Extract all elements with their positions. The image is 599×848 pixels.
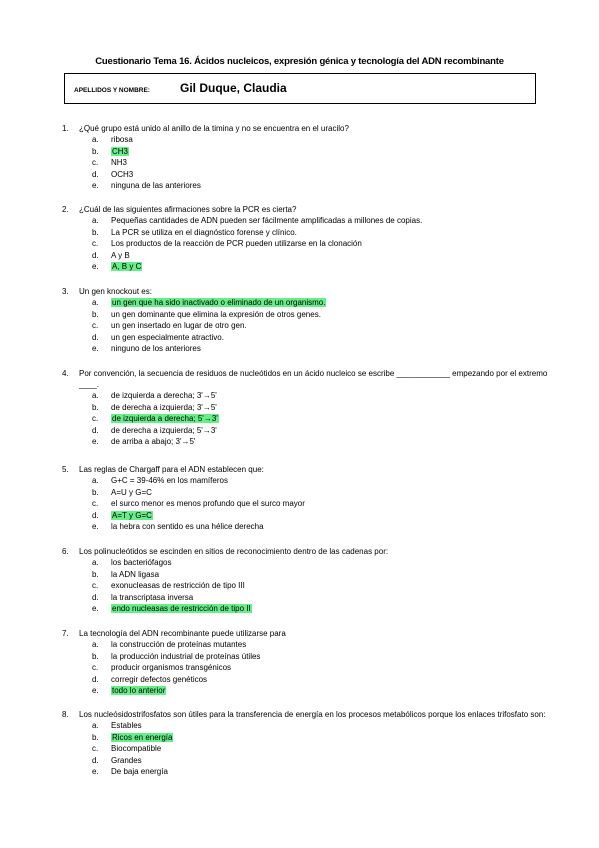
selected-answer: endo nucleasas de restricción de tipo II	[112, 604, 251, 613]
option-letter: a.	[92, 476, 99, 485]
option-8-3	[92, 743, 552, 755]
question-text: Los polinucleótidos se escinden en sitios de reconocimiento dentro de las cadenas por:	[79, 547, 389, 556]
option-6-2	[92, 569, 552, 581]
option-letter: d.	[92, 674, 99, 684]
option-letter: a.	[92, 135, 99, 144]
option-letter: a.	[92, 391, 99, 400]
option-letter: c.	[92, 744, 99, 753]
option-text: NH3	[111, 158, 128, 167]
question-text: Por convención, la secuencia de residuos de nucleótidos en un ácido nucleico se escribe ____________ empezando por el extremo ____.	[79, 369, 548, 389]
option-letter: e.	[92, 604, 99, 613]
option-letter: d.	[92, 592, 99, 602]
option-text: OCH3	[111, 169, 134, 179]
option-3-3	[92, 320, 552, 332]
question-text: Las reglas de Chargaff para el ADN establecen que:	[79, 465, 264, 474]
option-letter: e.	[92, 181, 99, 190]
option-1-1	[92, 134, 552, 146]
option-letter: d.	[92, 169, 99, 179]
question-number: 6.	[62, 547, 69, 556]
option-6-5	[92, 603, 552, 615]
option-5-5	[92, 521, 552, 533]
option-text: la transcriptasa inversa	[111, 592, 194, 602]
option-text: ninguna de las anteriores	[111, 181, 201, 190]
option-4-4	[92, 425, 552, 437]
option-3-5	[92, 343, 552, 355]
option-text: exonucleasas de restricción de tipo III	[111, 581, 245, 590]
option-5-4	[92, 510, 552, 522]
option-list	[62, 390, 552, 448]
option-list	[62, 215, 552, 273]
option-text: Los productos de la reacción de PCR pueden utilizarse en la clonación	[111, 239, 362, 248]
option-text: Pequeñas cantidades de ADN pueden ser fácilmente amplificadas a millones de copias.	[111, 216, 423, 225]
selected-answer: CH3	[112, 146, 129, 156]
option-text: un gen dominante que elimina la expresión de otros genes.	[111, 309, 321, 319]
option-text: de derecha a izquierda; 5'→3'	[111, 425, 217, 435]
option-text: De baja energía	[111, 767, 168, 776]
option-letter: d.	[92, 510, 99, 520]
option-5-1	[92, 475, 552, 487]
option-letter: b.	[92, 732, 99, 742]
option-letter: a.	[92, 721, 99, 730]
option-3-2	[92, 309, 552, 321]
option-letter: e.	[92, 767, 99, 776]
option-letter: c.	[92, 239, 99, 248]
option-letter: e.	[92, 522, 99, 531]
selected-answer: todo lo anterior	[112, 686, 166, 695]
option-4-2	[92, 402, 552, 414]
option-letter: e.	[92, 437, 99, 446]
option-letter: d.	[92, 332, 99, 342]
option-letter: a.	[92, 640, 99, 649]
question-1	[62, 123, 552, 192]
option-letter: a.	[92, 298, 99, 307]
option-text: G+C = 39-46% en los mamíferos	[111, 476, 228, 485]
option-4-1	[92, 390, 552, 402]
option-7-3	[92, 662, 552, 674]
selected-answer: A, B y C	[112, 262, 142, 271]
question-text: Un gen knockout es:	[79, 287, 152, 296]
question-number: 5.	[62, 465, 69, 474]
option-2-3	[92, 238, 552, 250]
student-name: Gil Duque, Claudia	[180, 81, 287, 95]
option-list	[62, 720, 552, 778]
option-text: de arriba a abajo; 3'→5'	[111, 437, 196, 446]
question-5	[62, 464, 552, 533]
option-letter: c.	[92, 321, 99, 330]
option-letter: e.	[92, 262, 99, 271]
option-text: corregir defectos genéticos	[111, 674, 208, 684]
option-letter: b.	[92, 402, 99, 412]
option-text: la construcción de proteínas mutantes	[111, 640, 247, 649]
option-text: la ADN ligasa	[111, 569, 160, 579]
option-text: ribosa	[111, 135, 133, 144]
option-list	[62, 557, 552, 615]
option-6-4	[92, 592, 552, 604]
option-4-5	[92, 436, 552, 448]
option-letter: c.	[92, 158, 99, 167]
option-8-4	[92, 755, 552, 767]
question-text: ¿Cuál de las siguientes afirmaciones sobre la PCR es cierta?	[79, 205, 297, 214]
option-letter: b.	[92, 651, 99, 661]
option-letter: e.	[92, 686, 99, 695]
question-7	[62, 628, 552, 697]
question-3	[62, 286, 552, 355]
option-list	[62, 639, 552, 697]
option-list	[62, 297, 552, 355]
question-number: 4.	[62, 369, 69, 378]
option-text: Grandes	[111, 755, 142, 765]
question-number: 1.	[62, 124, 69, 133]
option-7-5	[92, 685, 552, 697]
question-2	[62, 204, 552, 273]
option-text: un gen insertado en lugar de otro gen.	[111, 321, 247, 330]
document-title: Cuestionario Tema 16. Ácidos nucleicos, expresión génica y tecnología del ADN recombinante	[95, 56, 504, 67]
option-2-2	[92, 227, 552, 239]
option-letter: e.	[92, 344, 99, 353]
option-text: A y B	[111, 250, 130, 260]
question-text: La tecnología del ADN recombinante puede utilizarse para	[79, 629, 286, 638]
option-list	[62, 475, 552, 533]
option-text: La PCR se utiliza en el diagnóstico forense y clínico.	[111, 227, 297, 237]
option-text: el surco menor es menos profundo que el surco mayor	[111, 499, 305, 508]
option-1-4	[92, 169, 552, 181]
option-text: A=U y G=C	[111, 487, 152, 497]
option-letter: b.	[92, 146, 99, 156]
option-letter: d.	[92, 755, 99, 765]
option-text: de izquierda a derecha; 3'→5'	[111, 391, 217, 400]
question-text: Los nucleósidostrifosfatos son útiles para la transferencia de energía en los procesos metabólicos porque los enlaces trifosfato son:	[79, 710, 546, 719]
option-text: Biocompatible	[111, 744, 162, 753]
option-letter: a.	[92, 216, 99, 225]
option-5-2	[92, 487, 552, 499]
option-letter: b.	[92, 487, 99, 497]
question-4	[62, 368, 552, 448]
option-text: de derecha a izquierda; 3'→5'	[111, 402, 217, 412]
option-2-1	[92, 215, 552, 227]
option-letter: d.	[92, 425, 99, 435]
option-7-4	[92, 674, 552, 686]
option-letter: c.	[92, 414, 99, 423]
option-8-5	[92, 766, 552, 778]
option-3-4	[92, 332, 552, 344]
option-8-1	[92, 720, 552, 732]
option-1-3	[92, 157, 552, 169]
option-letter: c.	[92, 663, 99, 672]
option-1-2	[92, 146, 552, 158]
option-2-4	[92, 250, 552, 262]
question-number: 7.	[62, 629, 69, 638]
selected-answer: de izquierda a derecha; 5'→3'	[112, 414, 218, 423]
option-text: producir organismos transgénicos	[111, 663, 232, 672]
option-text: ninguno de los anteriores	[111, 344, 201, 353]
option-letter: c.	[92, 499, 99, 508]
option-6-1	[92, 557, 552, 569]
option-letter: a.	[92, 558, 99, 567]
option-text: Estables	[111, 721, 142, 730]
question-number: 8.	[62, 710, 69, 719]
option-8-2	[92, 732, 552, 744]
option-2-5	[92, 261, 552, 273]
selected-answer: Ricos en energía	[112, 732, 173, 742]
question-text: ¿Qué grupo está unido al anillo de la timina y no se encuentra en el uracilo?	[79, 124, 349, 133]
option-text: los bacteriófagos	[111, 558, 172, 567]
option-letter: b.	[92, 309, 99, 319]
option-text: la hebra con sentido es una hélice derecha	[111, 522, 264, 531]
option-letter: b.	[92, 569, 99, 579]
option-6-3	[92, 580, 552, 592]
option-5-3	[92, 498, 552, 510]
option-letter: b.	[92, 227, 99, 237]
selected-answer: A=T y G=C	[112, 510, 152, 520]
option-7-1	[92, 639, 552, 651]
option-text: un gen especialmente atractivo.	[111, 332, 224, 342]
option-4-3	[92, 413, 552, 425]
question-8	[62, 709, 552, 778]
option-1-5	[92, 180, 552, 192]
option-list	[62, 134, 552, 192]
option-text: la producción industrial de proteínas útiles	[111, 651, 261, 661]
option-7-2	[92, 651, 552, 663]
option-3-1	[92, 297, 552, 309]
option-letter: d.	[92, 250, 99, 260]
selected-answer: un gen que ha sido inactivado o eliminado de un organismo.	[112, 298, 326, 307]
option-letter: c.	[92, 581, 99, 590]
question-number: 2.	[62, 205, 69, 214]
question-number: 3.	[62, 287, 69, 296]
name-box	[64, 73, 536, 104]
question-6	[62, 546, 552, 615]
name-label: APELLIDOS Y NOMBRE:	[74, 87, 150, 94]
